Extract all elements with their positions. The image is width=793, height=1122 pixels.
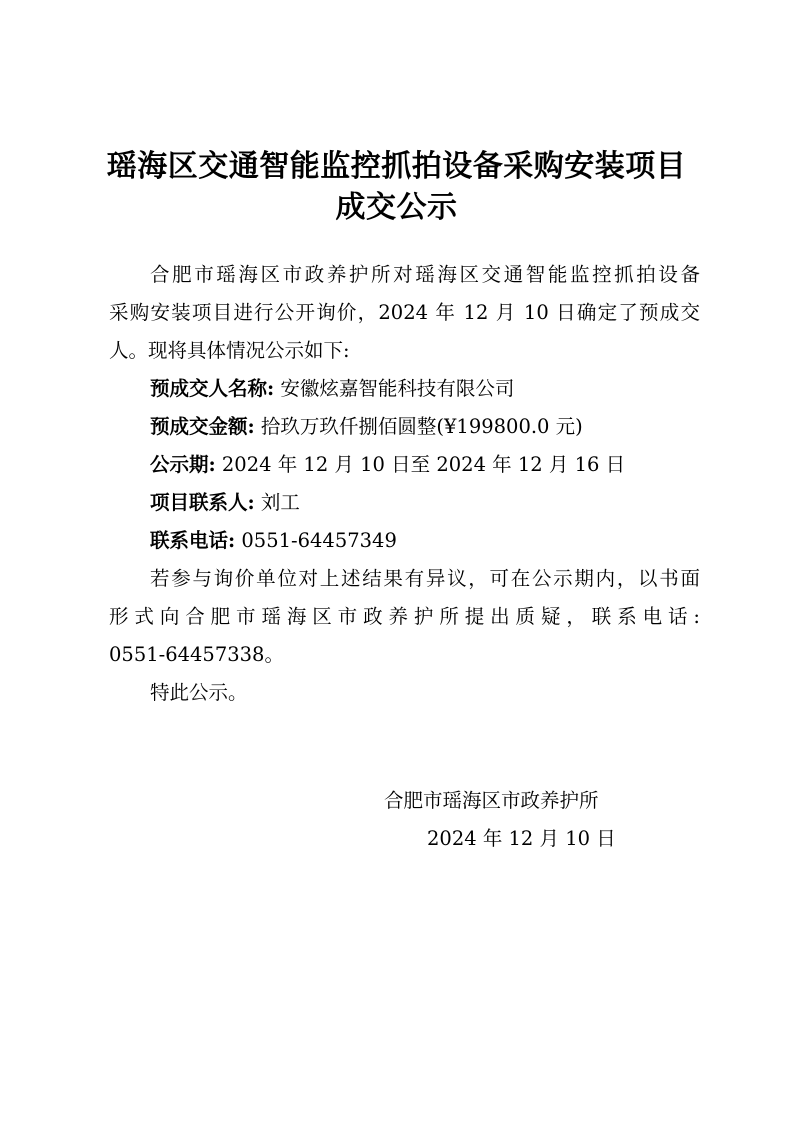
supplier-row xyxy=(150,377,514,401)
period-row xyxy=(150,453,625,477)
amount-value: 拾玖万玖仟捌佰圆整(¥199800.0 元) xyxy=(254,415,583,438)
amount-row xyxy=(150,415,583,439)
intro-line-2: 采购安装项目进行公开询价，2024 年 12 月 10 日确定了预成交 xyxy=(109,301,700,324)
objection-line-3: 0551-64457338。 xyxy=(109,643,284,666)
document-title-line-2: 成交公示 xyxy=(335,190,458,225)
signature-date: 2024 年 12 月 10 日 xyxy=(427,827,616,850)
intro-line-3: 人。现将具体情况公示如下: xyxy=(109,339,350,362)
supplier-label: 预成交人名称: xyxy=(150,377,275,400)
signature-organization: 合肥市瑶海区市政养护所 xyxy=(384,789,599,812)
period-label: 公示期: xyxy=(150,453,216,476)
supplier-value: 安徽炫嘉智能科技有限公司 xyxy=(274,377,515,400)
period-value: 2024 年 12 月 10 日至 2024 年 12 月 16 日 xyxy=(215,453,626,476)
intro-line-1: 合肥市瑶海区市政养护所对瑶海区交通智能监控抓拍设备 xyxy=(150,263,700,286)
closing-text: 特此公示。 xyxy=(150,681,248,704)
contact-value: 刘工 xyxy=(254,491,300,514)
phone-value: 0551-64457349 xyxy=(235,529,397,552)
document-title-line-1: 瑶海区交通智能监控抓拍设备采购安装项目 xyxy=(106,149,687,184)
phone-label: 联系电话: xyxy=(150,529,236,552)
objection-line-2: 形式向合肥市瑶海区市政养护所提出质疑，联系电话: xyxy=(109,605,700,628)
phone-row xyxy=(150,529,397,553)
amount-label: 预成交金额: xyxy=(150,415,255,438)
contact-label: 项目联系人: xyxy=(150,491,255,514)
objection-line-1: 若参与询价单位对上述结果有异议，可在公示期内，以书面 xyxy=(150,567,700,590)
contact-row xyxy=(150,491,300,515)
